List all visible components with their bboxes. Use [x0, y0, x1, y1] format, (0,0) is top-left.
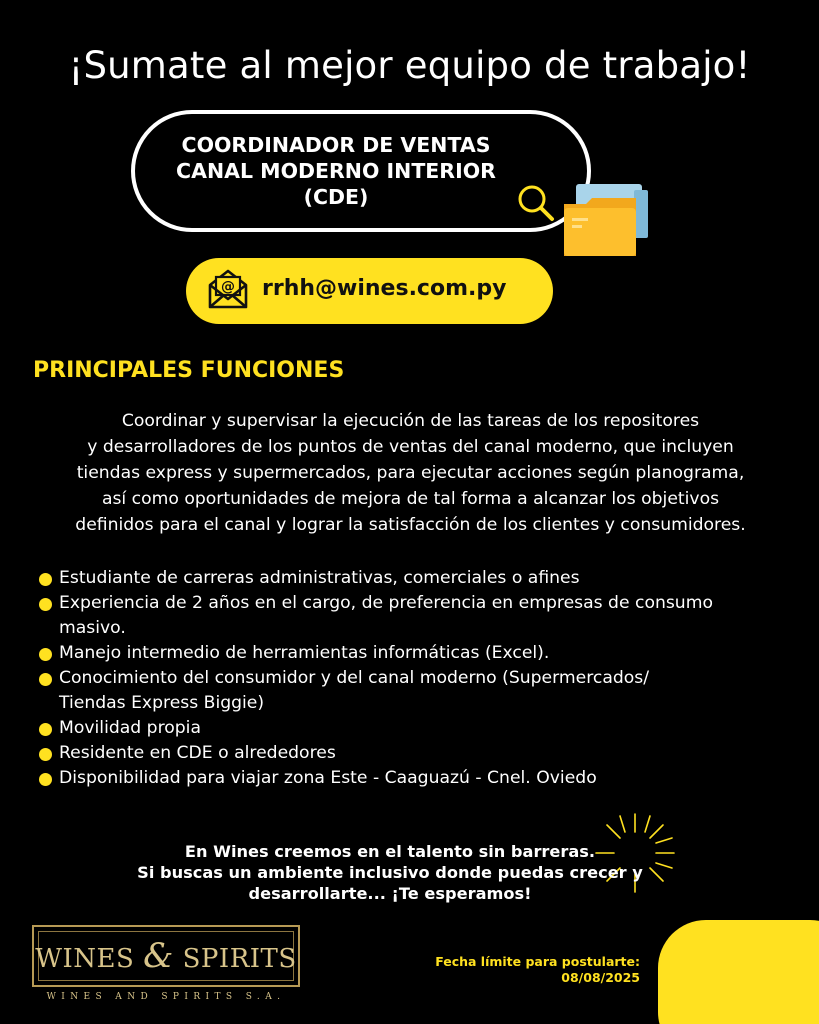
bullet-icon: [39, 773, 52, 786]
corner-decoration: [658, 920, 819, 1024]
closing-line: Si buscas un ambiente inclusivo donde puedas crecer y: [137, 863, 643, 882]
requirement-text: Movilidad propia: [59, 718, 201, 738]
closing-message: [100, 841, 680, 904]
list-item: [38, 741, 798, 766]
requirement-text: Tiendas Express Biggie): [59, 693, 265, 713]
logo-subtitle: WINES AND SPIRITS S.A.: [46, 992, 286, 1002]
bullet-icon: [39, 748, 52, 761]
job-title-line: CANAL MODERNO INTERIOR: [176, 159, 496, 183]
deadline-label: Fecha límite para postularte:: [435, 954, 640, 969]
search-icon: [516, 183, 556, 223]
bullet-icon: [39, 723, 52, 736]
bullet-icon: [39, 673, 52, 686]
list-item: [38, 566, 798, 591]
requirement-text: Disponibilidad para viajar zona Este - Caaguazú - Cnel. Oviedo: [59, 768, 597, 788]
section-title-functions: PRINCIPALES FUNCIONES: [33, 358, 345, 383]
requirement-text: masivo.: [59, 618, 126, 638]
email-address[interactable]: rrhh@wines.com.py: [262, 276, 507, 301]
description-line: Coordinar y supervisar la ejecución de las tareas de los repositores: [121, 411, 700, 431]
company-logo: [32, 925, 300, 987]
logo-ampersand: &: [143, 936, 174, 976]
list-item: [38, 716, 798, 741]
list-item: [38, 641, 798, 666]
list-item: [38, 766, 798, 791]
requirement-text: Estudiante de carreras administrativas, comerciales o afines: [59, 568, 580, 588]
headline: ¡Sumate al mejor equipo de trabajo!: [68, 44, 751, 87]
closing-line: En Wines creemos en el talento sin barreras.: [184, 842, 596, 861]
bullet-icon: [39, 598, 52, 611]
deadline-date: 08/08/2025: [561, 970, 640, 985]
logo-wordmark: [35, 936, 296, 976]
job-title: [126, 132, 546, 210]
requirement-text: Manejo intermedio de herramientas informáticas (Excel).: [59, 643, 550, 663]
list-item: [38, 591, 798, 641]
closing-line: desarrollarte... ¡Te esperamos!: [248, 884, 532, 903]
description-line: tiendas express y supermercados, para ejecutar acciones según planograma,: [76, 463, 745, 483]
requirement-text: Conocimiento del consumidor y del canal moderno (Supermercados/: [59, 668, 650, 688]
mail-icon: [206, 267, 250, 311]
description-line: definidos para el canal y lograr la satisfacción de los clientes y consumidores.: [75, 515, 746, 535]
logo-word-spirits: SPIRITS: [182, 944, 297, 974]
svg-text:@: @: [221, 279, 235, 295]
email-badge[interactable]: [186, 258, 553, 324]
bullet-icon: [39, 573, 52, 586]
logo-word-wines: WINES: [35, 944, 135, 974]
folder-icon: [562, 182, 652, 258]
deadline: [400, 954, 640, 986]
requirements-list: [38, 566, 798, 791]
job-title-line: COORDINADOR DE VENTAS: [181, 133, 491, 157]
requirement-text: Residente en CDE o alrededores: [59, 743, 336, 763]
description-line: así como oportunidades de mejora de tal forma a alcanzar los objetivos: [101, 489, 720, 509]
list-item: [38, 666, 798, 716]
requirement-text: Experiencia de 2 años en el cargo, de preferencia en empresas de consumo: [59, 593, 713, 613]
description-line: y desarrolladores de los puntos de ventas del canal moderno, que incluyen: [87, 437, 734, 457]
functions-description: [16, 408, 805, 538]
job-title-line: (CDE): [303, 185, 369, 209]
bullet-icon: [39, 648, 52, 661]
